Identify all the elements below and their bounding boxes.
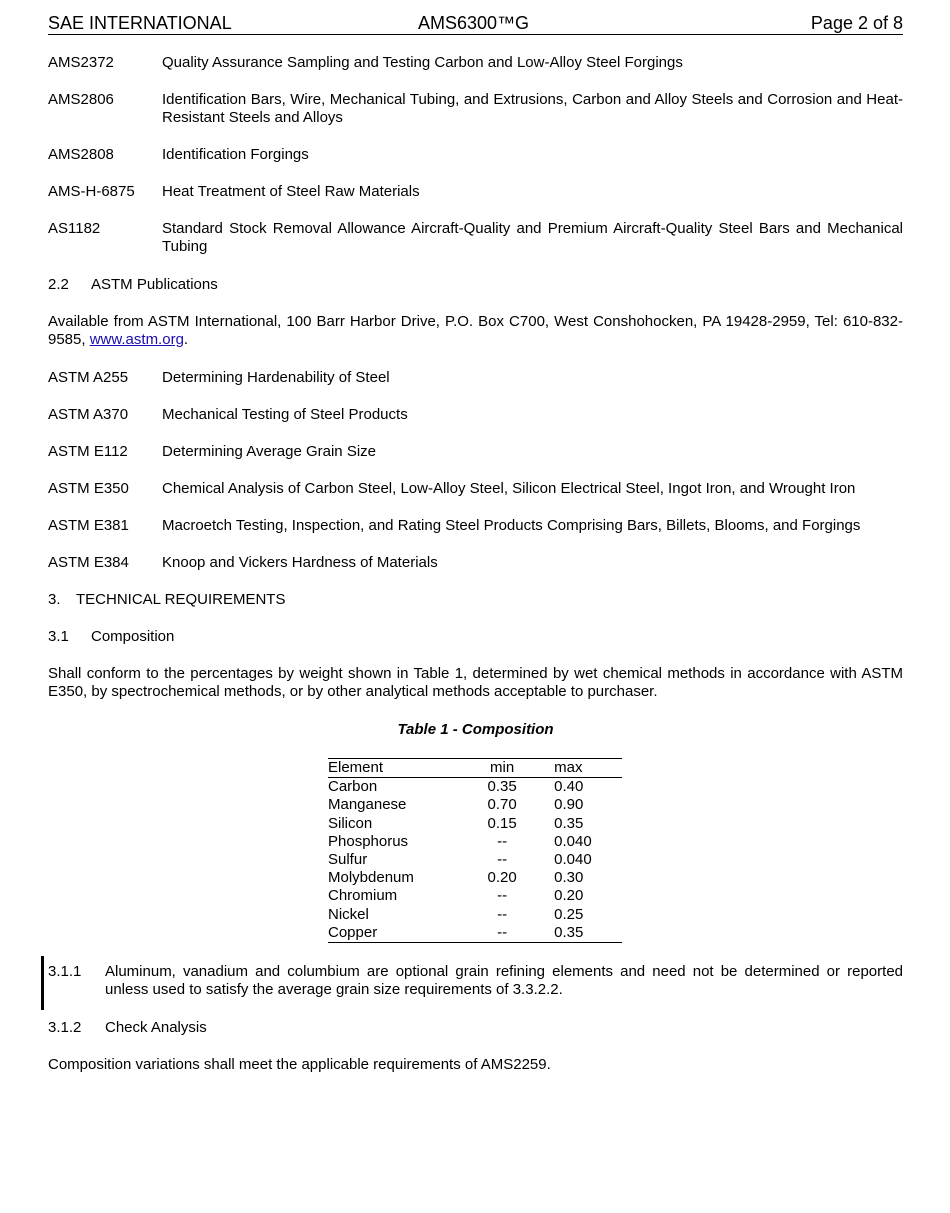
composition-table: [328, 758, 622, 943]
reference-description: Identification Forgings: [162, 146, 309, 163]
table-row: [328, 851, 622, 869]
table-row: [328, 833, 622, 851]
max-cell: 0.35: [554, 814, 584, 832]
reference-code: AMS-H-6875: [48, 183, 135, 200]
table-row: [328, 796, 622, 814]
max-cell: 0.35: [554, 923, 584, 941]
section-number: 3.1.1: [48, 963, 82, 980]
max-cell: 0.040: [554, 832, 592, 850]
element-cell: Phosphorus: [328, 832, 409, 850]
astm-website-link[interactable]: www.astm.org: [89, 331, 184, 348]
reference-code: ASTM E381: [48, 517, 129, 534]
max-cell: 0.040: [554, 851, 592, 869]
reference-description: Mechanical Testing of Steel Products: [162, 406, 408, 423]
min-cell: --: [497, 923, 508, 941]
table-header-row: [328, 759, 622, 778]
table-row: [328, 887, 622, 905]
section-body: Aluminum, vanadium and columbium are optional grain refining elements and need not be determined or reported unless used to satisfy the average grain size requirements of 3.3.2.2.: [105, 963, 903, 998]
min-cell: --: [497, 832, 508, 850]
table-row: [328, 906, 622, 924]
reference-description: Determining Hardenability of Steel: [162, 369, 390, 386]
page-header: [48, 13, 903, 35]
header-organization: SAE INTERNATIONAL: [48, 13, 232, 33]
min-cell: --: [497, 887, 508, 905]
reference-description: Standard Stock Removal Allowance Aircraft-Quality and Premium Aircraft-Quality Steel Bars and Mechanical Tubing: [162, 220, 903, 255]
reference-description: Macroetch Testing, Inspection, and Rating Steel Products Comprising Bars, Billets, Blooms, and Forgings: [162, 517, 861, 534]
reference-code: AMS2372: [48, 54, 114, 71]
section-title: Composition: [91, 628, 175, 645]
max-cell: 0.20: [554, 887, 584, 905]
element-cell: Manganese: [328, 796, 407, 814]
reference-code: ASTM E384: [48, 554, 129, 571]
reference-code: AMS2806: [48, 91, 114, 108]
reference-description: Determining Average Grain Size: [162, 443, 376, 460]
revision-change-bar: [41, 956, 44, 1010]
section-title: ASTM Publications: [91, 276, 218, 293]
column-header-max: max: [554, 759, 583, 776]
check-analysis-paragraph: Composition variations shall meet the applicable requirements of AMS2259.: [48, 1056, 551, 1073]
reference-description: Heat Treatment of Steel Raw Materials: [162, 183, 420, 200]
element-cell: Sulfur: [328, 851, 368, 869]
table-caption: Table 1 - Composition: [397, 721, 554, 738]
section-number: 2.2: [48, 276, 69, 293]
reference-description: Identification Bars, Wire, Mechanical Tubing, and Extrusions, Carbon and Alloy Steels and Corrosion and Heat-Resistant Steels and Alloys: [162, 91, 903, 126]
header-page-number: Page 2 of 8: [810, 13, 903, 33]
section-title: TECHNICAL REQUIREMENTS: [76, 591, 286, 608]
reference-description: Chemical Analysis of Carbon Steel, Low-Alloy Steel, Silicon Electrical Steel, Ingot Iron, and Wrought Iron: [162, 480, 856, 497]
reference-description: Quality Assurance Sampling and Testing Carbon and Low-Alloy Steel Forgings: [162, 54, 683, 71]
composition-paragraph: Shall conform to the percentages by weight shown in Table 1, determined by wet chemical methods in accordance with ASTM E350, by spectrochemical methods, or by other analytical methods acceptable to purchaser.: [48, 665, 903, 700]
max-cell: 0.30: [554, 869, 584, 887]
reference-code: ASTM E112: [48, 443, 128, 460]
min-cell: --: [497, 905, 508, 923]
table-row: [328, 924, 622, 943]
reference-code: AMS2808: [48, 146, 114, 163]
min-cell: 0.70: [487, 796, 517, 814]
header-document-id: AMS6300™G: [418, 13, 530, 33]
availability-suffix: .: [183, 331, 189, 348]
element-cell: Molybdenum: [328, 869, 414, 887]
element-cell: Silicon: [328, 814, 373, 832]
section-heading-2-2: [48, 276, 218, 294]
element-cell: Nickel: [328, 905, 369, 923]
column-header-element: Element: [328, 759, 384, 776]
element-cell: Carbon: [328, 778, 378, 796]
reference-code: ASTM E350: [48, 480, 129, 497]
availability-text: Available from ASTM International, 100 Barr Harbor Drive, P.O. Box C700, West Conshohocken, PA 19428-2959, Tel: 610-832-9585,: [48, 313, 903, 348]
element-cell: Copper: [328, 923, 378, 941]
section-number: 3.1: [48, 628, 69, 645]
min-cell: --: [497, 851, 508, 869]
min-cell: 0.15: [487, 814, 517, 832]
section-heading-3-1: [48, 628, 174, 646]
max-cell: 0.40: [554, 778, 584, 796]
column-header-min: min: [490, 759, 515, 776]
table-row: [328, 869, 622, 887]
section-title: Check Analysis: [105, 1019, 207, 1036]
max-cell: 0.25: [554, 905, 584, 923]
reference-code: AS1182: [48, 220, 101, 237]
reference-description: Knoop and Vickers Hardness of Materials: [162, 554, 438, 571]
section-number: 3.: [48, 591, 61, 608]
reference-code: ASTM A255: [48, 369, 129, 386]
element-cell: Chromium: [328, 887, 398, 905]
min-cell: 0.20: [487, 869, 517, 887]
astm-availability-paragraph: [48, 313, 903, 349]
table-row: [328, 815, 622, 833]
section-number: 3.1.2: [48, 1019, 82, 1036]
table-row: [328, 778, 622, 797]
max-cell: 0.90: [554, 796, 584, 814]
section-heading-3: [48, 591, 285, 609]
reference-code: ASTM A370: [48, 406, 129, 423]
min-cell: 0.35: [487, 778, 517, 796]
